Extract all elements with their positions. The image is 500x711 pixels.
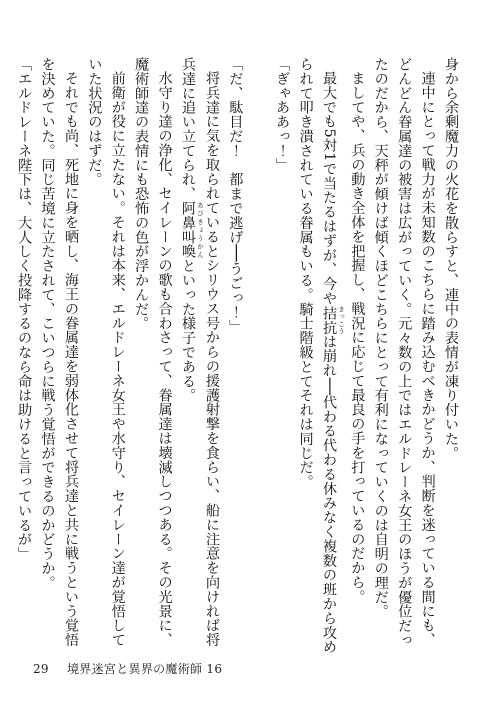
paragraph-3: ましてや、兵の動き全体を把握し、戦況に応じて最良の手を打っているのだから。 xyxy=(349,71,366,604)
paragraph-4-part-a: 最大でも5対1で当たるはずが、今や xyxy=(320,71,337,306)
paragraph-1: 身から余剰魔力の火花を散らすと、連中の表情が凍り付いた。 xyxy=(443,57,459,461)
paragraph-5: 「ぎゃああっ！」 xyxy=(274,57,291,173)
paragraph-7-part-a: 将兵達に気を取られているとシリウス号からの援護射撃を食らい、船に注意を向ければ将兵達に追い立てられ、 xyxy=(179,57,220,648)
page-footer xyxy=(33,660,222,677)
blank-line xyxy=(246,57,269,58)
paragraph-4-part-b: は崩れ──代わる代わる休みなく複数の班から攻められて叩き潰されている眷属もいる。騎士階級とてそれは同じだ。 xyxy=(297,57,337,655)
paragraph-7 xyxy=(176,57,223,657)
paragraph-11: 「エルドレーネ陛下は、大人しく投降するのなら命は助けると言っているが」 xyxy=(16,57,33,561)
paragraph-8: 水守り達の浄化、セイレーンの歌も合わさって、眷属達は壊滅しつつある。その光景に、魔術師達の表情にも恐怖の色が浮かんだ。 xyxy=(133,57,173,648)
paragraph-10: それでも尚、死地に身を晒し、海王の眷属達を弱体化させて将兵達と共に戦うという覚悟を決めていた。同じ苦境に立たされて、こいつらに戦う覚悟ができるのかどうか。 xyxy=(39,57,79,648)
paragraph-6: 「だ、駄目だ！ 都まで逃げ──うごっ！」 xyxy=(227,57,244,334)
paragraph-4 xyxy=(293,57,345,657)
paragraph-2: 連中にとって戦力が未知数のこちらに踏み込むべきかどうか、判断を迷っている間にも、どんどん眷属達の被害は広がっていく。元々数の上ではエルドレーネ女王のほうが優位だったのだから、天秤が傾けば傾くほどこちらにとって有利になっていくのは自明の理だ。 xyxy=(372,57,436,648)
book-title: 境界迷宮と異界の魔術師 16 xyxy=(67,662,223,676)
ruby-abikyoukan: 阿鼻叫喚 あびきょうかん xyxy=(179,201,204,259)
ruby-kikkou: 拮抗 きっこう xyxy=(320,305,345,335)
paragraph-7-part-b: といった様子である。 xyxy=(179,258,196,403)
vertical-text-body xyxy=(16,57,462,657)
page-number: 29 xyxy=(33,662,49,676)
paragraph-9: 前衛が役に立たない。それは本来、エルドレーネ女王や水守り、セイレーン達が覚悟していた状況のはずだ。 xyxy=(86,57,126,648)
